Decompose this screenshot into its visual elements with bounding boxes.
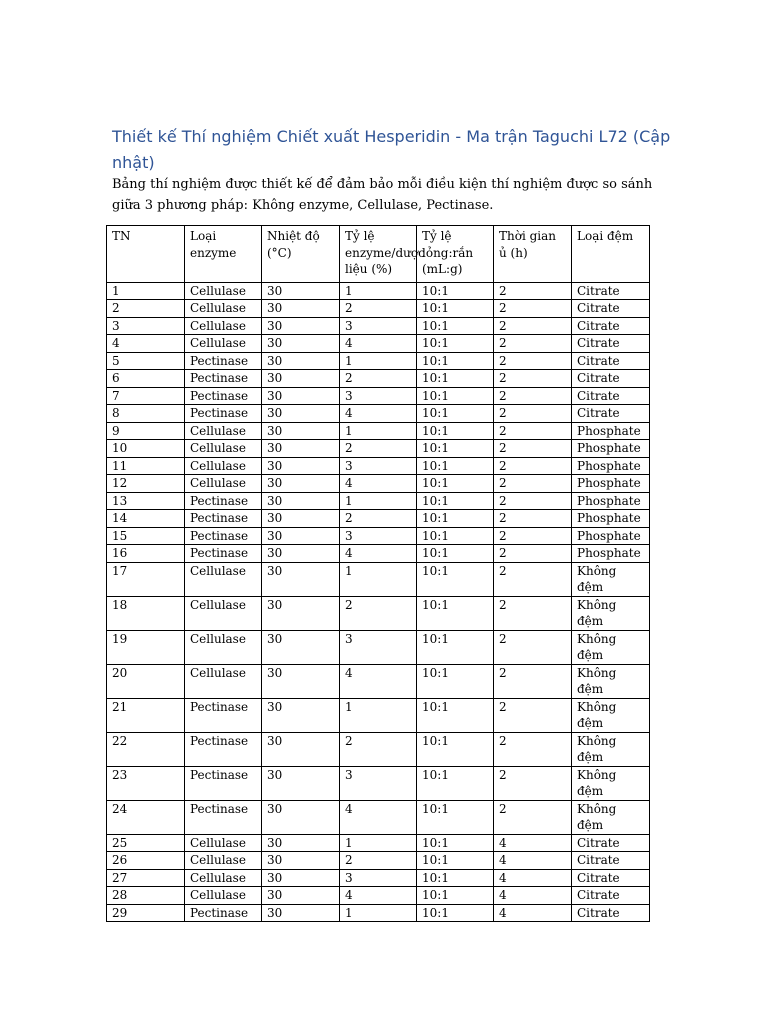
header-liquid-solid-ratio: Tỷ lệ lỏng:rắn (mL:g)	[417, 226, 494, 283]
cell-incubation-time: 4	[494, 869, 572, 887]
cell-temperature: 30	[262, 527, 340, 545]
cell-enzyme-type: Pectinase	[185, 510, 262, 528]
cell-buffer-type: Phosphate	[572, 510, 650, 528]
cell-temperature: 30	[262, 335, 340, 353]
cell-buffer-type: Citrate	[572, 352, 650, 370]
cell-liquid-solid-ratio: 10:1	[417, 887, 494, 905]
cell-temperature: 30	[262, 698, 340, 732]
cell-temperature: 30	[262, 596, 340, 630]
cell-enzyme-ratio: 1	[340, 492, 417, 510]
cell-tn: 19	[107, 630, 185, 664]
cell-tn: 23	[107, 766, 185, 800]
table-row	[107, 732, 650, 766]
cell-liquid-solid-ratio: 10:1	[417, 510, 494, 528]
cell-buffer-type: Citrate	[572, 834, 650, 852]
cell-liquid-solid-ratio: 10:1	[417, 457, 494, 475]
cell-buffer-type: Không đệm	[572, 562, 650, 596]
cell-incubation-time: 2	[494, 387, 572, 405]
cell-tn: 7	[107, 387, 185, 405]
cell-liquid-solid-ratio: 10:1	[417, 630, 494, 664]
cell-tn: 21	[107, 698, 185, 732]
cell-tn: 4	[107, 335, 185, 353]
intro-paragraph: Bảng thí nghiệm được thiết kế để đảm bảo mỗi điều kiện thí nghiệm được so sánh giữa 3 phương pháp: Không enzyme, Cellulase, Pectinase.	[112, 177, 653, 213]
cell-temperature: 30	[262, 282, 340, 300]
cell-temperature: 30	[262, 545, 340, 563]
cell-incubation-time: 2	[494, 317, 572, 335]
cell-buffer-type: Không đệm	[572, 664, 650, 698]
cell-buffer-type: Citrate	[572, 387, 650, 405]
cell-buffer-type: Không đệm	[572, 800, 650, 834]
table-row	[107, 335, 650, 353]
cell-temperature: 30	[262, 475, 340, 493]
cell-incubation-time: 2	[494, 352, 572, 370]
cell-enzyme-type: Cellulase	[185, 300, 262, 318]
cell-enzyme-type: Pectinase	[185, 387, 262, 405]
cell-temperature: 30	[262, 834, 340, 852]
cell-enzyme-ratio: 3	[340, 387, 417, 405]
cell-enzyme-ratio: 1	[340, 352, 417, 370]
cell-enzyme-ratio: 4	[340, 887, 417, 905]
cell-enzyme-ratio: 2	[340, 596, 417, 630]
cell-buffer-type: Phosphate	[572, 440, 650, 458]
cell-tn: 29	[107, 904, 185, 922]
header-enzyme-type: Loại enzyme	[185, 226, 262, 283]
cell-incubation-time: 2	[494, 664, 572, 698]
cell-tn: 6	[107, 370, 185, 388]
cell-enzyme-ratio: 3	[340, 527, 417, 545]
table-row	[107, 852, 650, 870]
cell-liquid-solid-ratio: 10:1	[417, 440, 494, 458]
cell-enzyme-type: Cellulase	[185, 596, 262, 630]
cell-temperature: 30	[262, 766, 340, 800]
cell-temperature: 30	[262, 887, 340, 905]
cell-liquid-solid-ratio: 10:1	[417, 527, 494, 545]
document-title: Thiết kế Thí nghiệm Chiết xuất Hesperidin - Ma trận Taguchi L72 (Cập nhật)	[112, 127, 671, 172]
cell-temperature: 30	[262, 492, 340, 510]
cell-enzyme-ratio: 4	[340, 405, 417, 423]
cell-enzyme-type: Pectinase	[185, 545, 262, 563]
cell-buffer-type: Citrate	[572, 317, 650, 335]
header-temperature: Nhiệt độ (°C)	[262, 226, 340, 283]
table-row	[107, 492, 650, 510]
cell-enzyme-ratio: 1	[340, 422, 417, 440]
cell-liquid-solid-ratio: 10:1	[417, 852, 494, 870]
cell-tn: 12	[107, 475, 185, 493]
cell-enzyme-ratio: 4	[340, 664, 417, 698]
cell-temperature: 30	[262, 440, 340, 458]
cell-liquid-solid-ratio: 10:1	[417, 475, 494, 493]
cell-incubation-time: 2	[494, 422, 572, 440]
cell-enzyme-ratio: 3	[340, 869, 417, 887]
table-row	[107, 664, 650, 698]
table-row	[107, 300, 650, 318]
table-row	[107, 630, 650, 664]
cell-tn: 8	[107, 405, 185, 423]
table-row	[107, 698, 650, 732]
cell-incubation-time: 2	[494, 732, 572, 766]
cell-buffer-type: Citrate	[572, 869, 650, 887]
cell-incubation-time: 2	[494, 698, 572, 732]
cell-incubation-time: 2	[494, 492, 572, 510]
cell-tn: 20	[107, 664, 185, 698]
cell-enzyme-type: Pectinase	[185, 698, 262, 732]
cell-incubation-time: 2	[494, 300, 572, 318]
cell-liquid-solid-ratio: 10:1	[417, 698, 494, 732]
cell-temperature: 30	[262, 510, 340, 528]
cell-buffer-type: Citrate	[572, 300, 650, 318]
cell-incubation-time: 2	[494, 562, 572, 596]
table-row	[107, 904, 650, 922]
cell-tn: 28	[107, 887, 185, 905]
cell-liquid-solid-ratio: 10:1	[417, 492, 494, 510]
cell-enzyme-type: Pectinase	[185, 766, 262, 800]
cell-incubation-time: 2	[494, 282, 572, 300]
cell-enzyme-type: Cellulase	[185, 887, 262, 905]
cell-temperature: 30	[262, 904, 340, 922]
cell-incubation-time: 2	[494, 510, 572, 528]
cell-buffer-type: Không đệm	[572, 732, 650, 766]
table-row	[107, 457, 650, 475]
cell-liquid-solid-ratio: 10:1	[417, 335, 494, 353]
cell-enzyme-type: Cellulase	[185, 335, 262, 353]
cell-liquid-solid-ratio: 10:1	[417, 732, 494, 766]
cell-buffer-type: Citrate	[572, 335, 650, 353]
cell-enzyme-type: Cellulase	[185, 317, 262, 335]
cell-enzyme-type: Pectinase	[185, 352, 262, 370]
cell-tn: 17	[107, 562, 185, 596]
cell-tn: 14	[107, 510, 185, 528]
table-body	[107, 282, 650, 922]
cell-temperature: 30	[262, 370, 340, 388]
cell-temperature: 30	[262, 387, 340, 405]
cell-buffer-type: Citrate	[572, 852, 650, 870]
cell-liquid-solid-ratio: 10:1	[417, 317, 494, 335]
cell-incubation-time: 2	[494, 630, 572, 664]
cell-enzyme-ratio: 3	[340, 457, 417, 475]
cell-enzyme-type: Pectinase	[185, 800, 262, 834]
cell-tn: 9	[107, 422, 185, 440]
cell-enzyme-ratio: 1	[340, 904, 417, 922]
cell-incubation-time: 2	[494, 766, 572, 800]
cell-enzyme-type: Cellulase	[185, 422, 262, 440]
header-enzyme-ratio: Tỷ lệ enzyme/dược liệu (%)	[340, 226, 417, 283]
cell-incubation-time: 4	[494, 904, 572, 922]
cell-buffer-type: Không đệm	[572, 766, 650, 800]
cell-buffer-type: Citrate	[572, 370, 650, 388]
cell-tn: 25	[107, 834, 185, 852]
cell-enzyme-type: Cellulase	[185, 475, 262, 493]
cell-buffer-type: Citrate	[572, 405, 650, 423]
cell-enzyme-type: Pectinase	[185, 405, 262, 423]
cell-enzyme-ratio: 4	[340, 545, 417, 563]
cell-enzyme-ratio: 3	[340, 630, 417, 664]
header-buffer-type: Loại đệm	[572, 226, 650, 283]
table-row	[107, 766, 650, 800]
cell-temperature: 30	[262, 869, 340, 887]
cell-tn: 13	[107, 492, 185, 510]
cell-enzyme-ratio: 3	[340, 766, 417, 800]
cell-enzyme-type: Pectinase	[185, 904, 262, 922]
cell-temperature: 30	[262, 352, 340, 370]
cell-enzyme-ratio: 3	[340, 317, 417, 335]
cell-buffer-type: Citrate	[572, 282, 650, 300]
table-row	[107, 282, 650, 300]
cell-liquid-solid-ratio: 10:1	[417, 370, 494, 388]
cell-incubation-time: 2	[494, 440, 572, 458]
table-row	[107, 422, 650, 440]
cell-tn: 27	[107, 869, 185, 887]
cell-buffer-type: Không đệm	[572, 630, 650, 664]
table-row	[107, 352, 650, 370]
cell-buffer-type: Phosphate	[572, 527, 650, 545]
cell-liquid-solid-ratio: 10:1	[417, 664, 494, 698]
cell-liquid-solid-ratio: 10:1	[417, 545, 494, 563]
cell-enzyme-type: Pectinase	[185, 370, 262, 388]
cell-temperature: 30	[262, 300, 340, 318]
cell-enzyme-ratio: 1	[340, 282, 417, 300]
cell-incubation-time: 2	[494, 370, 572, 388]
cell-enzyme-ratio: 2	[340, 852, 417, 870]
cell-buffer-type: Phosphate	[572, 492, 650, 510]
cell-temperature: 30	[262, 630, 340, 664]
cell-liquid-solid-ratio: 10:1	[417, 596, 494, 630]
table-row	[107, 545, 650, 563]
cell-enzyme-type: Cellulase	[185, 834, 262, 852]
cell-liquid-solid-ratio: 10:1	[417, 766, 494, 800]
cell-tn: 3	[107, 317, 185, 335]
cell-temperature: 30	[262, 800, 340, 834]
cell-enzyme-ratio: 1	[340, 698, 417, 732]
cell-enzyme-ratio: 2	[340, 732, 417, 766]
table-row	[107, 834, 650, 852]
cell-buffer-type: Citrate	[572, 887, 650, 905]
cell-enzyme-type: Cellulase	[185, 282, 262, 300]
cell-enzyme-type: Cellulase	[185, 852, 262, 870]
table-row	[107, 596, 650, 630]
cell-enzyme-type: Pectinase	[185, 527, 262, 545]
table-row	[107, 387, 650, 405]
cell-temperature: 30	[262, 405, 340, 423]
cell-temperature: 30	[262, 457, 340, 475]
cell-buffer-type: Không đệm	[572, 596, 650, 630]
cell-liquid-solid-ratio: 10:1	[417, 834, 494, 852]
cell-enzyme-type: Cellulase	[185, 457, 262, 475]
cell-incubation-time: 2	[494, 527, 572, 545]
cell-enzyme-ratio: 4	[340, 335, 417, 353]
cell-tn: 26	[107, 852, 185, 870]
cell-enzyme-type: Cellulase	[185, 562, 262, 596]
cell-tn: 5	[107, 352, 185, 370]
table-row	[107, 317, 650, 335]
cell-tn: 15	[107, 527, 185, 545]
cell-enzyme-ratio: 1	[340, 834, 417, 852]
table-row	[107, 869, 650, 887]
cell-incubation-time: 2	[494, 475, 572, 493]
header-tn: TN	[107, 226, 185, 283]
cell-temperature: 30	[262, 317, 340, 335]
cell-incubation-time: 4	[494, 852, 572, 870]
cell-temperature: 30	[262, 852, 340, 870]
cell-incubation-time: 2	[494, 457, 572, 475]
cell-incubation-time: 2	[494, 596, 572, 630]
cell-tn: 18	[107, 596, 185, 630]
cell-temperature: 30	[262, 422, 340, 440]
cell-incubation-time: 2	[494, 405, 572, 423]
cell-enzyme-ratio: 4	[340, 800, 417, 834]
header-incubation-time: Thời gian ủ (h)	[494, 226, 572, 283]
cell-incubation-time: 2	[494, 800, 572, 834]
cell-buffer-type: Citrate	[572, 904, 650, 922]
table-header-row	[107, 226, 650, 283]
cell-tn: 22	[107, 732, 185, 766]
table-row	[107, 800, 650, 834]
cell-liquid-solid-ratio: 10:1	[417, 387, 494, 405]
cell-tn: 2	[107, 300, 185, 318]
cell-liquid-solid-ratio: 10:1	[417, 869, 494, 887]
experiment-table	[106, 225, 650, 922]
cell-liquid-solid-ratio: 10:1	[417, 422, 494, 440]
cell-liquid-solid-ratio: 10:1	[417, 904, 494, 922]
cell-enzyme-ratio: 1	[340, 562, 417, 596]
cell-tn: 11	[107, 457, 185, 475]
cell-incubation-time: 2	[494, 335, 572, 353]
cell-liquid-solid-ratio: 10:1	[417, 405, 494, 423]
cell-liquid-solid-ratio: 10:1	[417, 800, 494, 834]
cell-enzyme-ratio: 2	[340, 300, 417, 318]
cell-liquid-solid-ratio: 10:1	[417, 562, 494, 596]
cell-incubation-time: 2	[494, 545, 572, 563]
cell-buffer-type: Phosphate	[572, 545, 650, 563]
cell-enzyme-ratio: 2	[340, 440, 417, 458]
cell-enzyme-ratio: 2	[340, 510, 417, 528]
cell-tn: 10	[107, 440, 185, 458]
table-row	[107, 887, 650, 905]
cell-tn: 24	[107, 800, 185, 834]
cell-buffer-type: Phosphate	[572, 422, 650, 440]
cell-temperature: 30	[262, 562, 340, 596]
cell-incubation-time: 4	[494, 887, 572, 905]
cell-temperature: 30	[262, 732, 340, 766]
cell-enzyme-type: Cellulase	[185, 630, 262, 664]
cell-enzyme-type: Cellulase	[185, 869, 262, 887]
cell-enzyme-type: Cellulase	[185, 440, 262, 458]
table-row	[107, 510, 650, 528]
cell-enzyme-type: Pectinase	[185, 492, 262, 510]
cell-tn: 16	[107, 545, 185, 563]
cell-liquid-solid-ratio: 10:1	[417, 300, 494, 318]
cell-liquid-solid-ratio: 10:1	[417, 352, 494, 370]
cell-buffer-type: Phosphate	[572, 457, 650, 475]
table-row	[107, 440, 650, 458]
table-row	[107, 370, 650, 388]
cell-liquid-solid-ratio: 10:1	[417, 282, 494, 300]
table-row	[107, 527, 650, 545]
cell-enzyme-type: Pectinase	[185, 732, 262, 766]
cell-tn: 1	[107, 282, 185, 300]
cell-temperature: 30	[262, 664, 340, 698]
cell-enzyme-type: Cellulase	[185, 664, 262, 698]
table-row	[107, 405, 650, 423]
cell-enzyme-ratio: 2	[340, 370, 417, 388]
table-row	[107, 475, 650, 493]
cell-buffer-type: Phosphate	[572, 475, 650, 493]
cell-incubation-time: 4	[494, 834, 572, 852]
cell-enzyme-ratio: 4	[340, 475, 417, 493]
cell-buffer-type: Không đệm	[572, 698, 650, 732]
table-row	[107, 562, 650, 596]
